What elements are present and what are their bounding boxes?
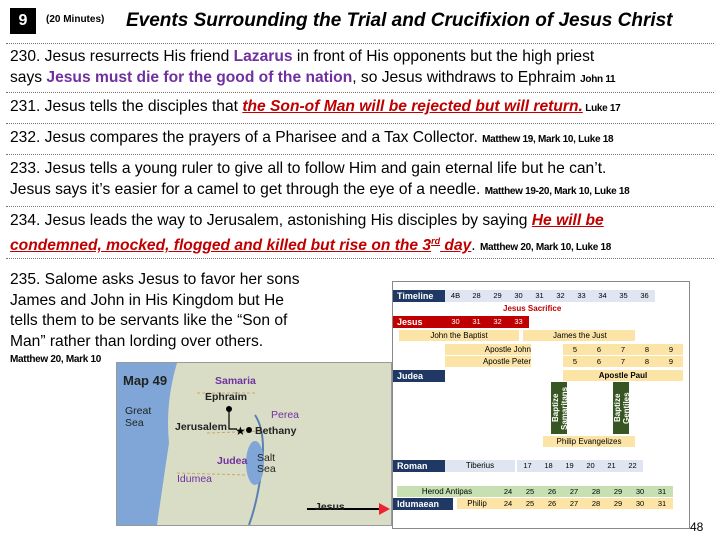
samaria-label: Samaria <box>215 375 256 387</box>
timeline-cell: 9 <box>659 344 683 355</box>
page-title: Events Surrounding the Trial and Crucifixion of Jesus Christ <box>126 10 673 31</box>
philip-ruler-bar: Philip <box>457 498 497 509</box>
baptize-samaritans: Baptize Samaritans <box>551 382 567 434</box>
event-231-text: 231. Jesus tells the disciples that <box>10 98 243 115</box>
timeline-cell: 32 <box>493 317 502 326</box>
duration-label: (20 Minutes) <box>46 14 105 25</box>
event-235-line: 235. Salome asks Jesus to favor her sons <box>10 271 300 288</box>
timeline-cell: 31 <box>651 486 673 497</box>
scripture-ref: Matthew 20, Mark 10 <box>10 354 102 365</box>
baptize-gentiles: Baptize Gentiles <box>613 382 629 434</box>
condemned-highlight-3: day <box>440 237 472 255</box>
timeline-cell: 5 <box>563 356 587 367</box>
event-230-text-2: in front of His opponents but the high priest <box>292 48 595 65</box>
judea-label: Judea <box>217 455 248 467</box>
timeline-cell: 30 <box>508 290 529 302</box>
timeline-years <box>445 290 655 302</box>
timeline-cell: 19 <box>559 460 580 472</box>
philip-evangelizes-bar: Philip Evangelizes <box>543 436 635 447</box>
condemned-highlight-2: condemned, mocked, flogged and killed but rise on the 3 <box>10 237 432 255</box>
timeline-cell: 34 <box>592 290 613 302</box>
event-234-text: 234. Jesus leads the way to Jerusalem, astonishing His disciples by saying <box>10 212 532 229</box>
james-bar: James the Just <box>523 330 635 341</box>
philip-years <box>497 498 677 509</box>
john-years <box>563 344 683 355</box>
must-die-highlight: Jesus must die for the good of the nation <box>46 69 353 86</box>
timeline-header: Timeline <box>393 290 445 302</box>
timeline-cell: 26 <box>541 486 563 497</box>
event-233-text: 233. Jesus tells a young ruler to give all to follow Him and gain eternal life but he can’t. <box>10 160 607 177</box>
event-234-text-2: . <box>471 237 480 255</box>
herod-antipas-bar: Herod Antipas <box>397 486 497 497</box>
jerusalem-star: ★ <box>235 424 246 438</box>
timeline-cell: 31 <box>472 317 481 326</box>
idumea-label: Idumea <box>177 473 213 485</box>
tiberius-bar: Tiberius <box>445 460 515 472</box>
apostle-paul-bar: Apostle Paul <box>563 370 683 381</box>
timeline-cell: 31 <box>651 498 673 509</box>
event-231 <box>10 96 715 119</box>
timeline-cell: 30 <box>629 498 651 509</box>
great-sea-label: Great Sea <box>125 405 152 429</box>
timeline-cell: 35 <box>613 290 634 302</box>
superscript-rd: rd <box>431 236 441 246</box>
event-232-text: 232. Jesus compares the prayers of a Pharisee and a Tax Collector. <box>10 129 483 146</box>
baptist-bar: John the Baptist <box>399 330 519 341</box>
salt-sea-label: Salt Sea <box>257 452 276 475</box>
timeline-cell: 25 <box>519 498 541 509</box>
scripture-ref: Luke 17 <box>582 103 621 114</box>
timeline-chart <box>392 281 690 529</box>
bethany-dot <box>246 427 252 433</box>
son-of-man-highlight: the Son-of Man will be rejected but will return. <box>242 98 583 115</box>
timeline-cell: 30 <box>451 317 460 326</box>
event-233 <box>10 158 715 202</box>
timeline-cell: 27 <box>563 498 585 509</box>
apostle-john-bar: Apostle John <box>445 344 531 355</box>
slide-number: 9 <box>10 8 36 34</box>
timeline-cell: 28 <box>466 290 487 302</box>
timeline-cell: 29 <box>607 486 629 497</box>
judea-row-label: Judea <box>393 370 445 382</box>
timeline-cell: 8 <box>635 344 659 355</box>
event-230-text-4: , so Jesus withdraws to Ephraim <box>352 69 581 86</box>
timeline-cell: 5 <box>563 344 587 355</box>
timeline-cell: 21 <box>601 460 622 472</box>
timeline-cell: 33 <box>571 290 592 302</box>
timeline-cell: 4B <box>445 290 466 302</box>
event-235-line: James and John in His Kingdom but He <box>10 291 284 309</box>
bethany-label: Bethany <box>255 425 297 437</box>
lazarus-highlight: Lazarus <box>233 48 293 65</box>
timeline-cell: 24 <box>497 498 519 509</box>
page-number: 48 <box>690 520 704 534</box>
scripture-ref: Matthew 19, Mark 10, Luke 18 <box>482 134 614 145</box>
jesus-label: Jesus <box>315 501 345 513</box>
timeline-cell: 30 <box>629 486 651 497</box>
jesus-row-label: Jesus <box>393 316 445 328</box>
map-49 <box>116 362 392 526</box>
jesus-row <box>445 316 529 328</box>
timeline-cell: 6 <box>587 344 611 355</box>
event-235 <box>10 270 300 368</box>
roman-years <box>517 460 647 472</box>
scripture-ref: Matthew 20, Mark 10, Luke 18 <box>479 242 612 254</box>
timeline-cell: 9 <box>659 356 683 367</box>
jerusalem-label: Jerusalem <box>175 421 227 433</box>
timeline-cell: 32 <box>550 290 571 302</box>
event-235-line: tells them to be servants like the “Son of <box>10 312 288 329</box>
peter-years <box>563 356 683 367</box>
timeline-cell: 27 <box>563 486 585 497</box>
perea-label: Perea <box>271 409 300 421</box>
event-232 <box>10 127 715 150</box>
roman-row-label: Roman <box>393 460 445 472</box>
timeline-cell: 18 <box>538 460 559 472</box>
timeline-cell: 28 <box>585 498 607 509</box>
timeline-cell: 26 <box>541 498 563 509</box>
timeline-cell: 36 <box>634 290 655 302</box>
ephraim-label: Ephraim <box>205 391 248 403</box>
event-233-text-2: Jesus says it’s easier for a camel to get through the eye of a needle. <box>10 181 485 198</box>
scripture-ref: Matthew 19-20, Mark 10, Luke 18 <box>484 186 630 197</box>
timeline-cell: 7 <box>611 344 635 355</box>
timeline-cell: 24 <box>497 486 519 497</box>
timeline-cell: 29 <box>607 498 629 509</box>
timeline-cell: 22 <box>622 460 643 472</box>
timeline-cell: 29 <box>487 290 508 302</box>
event-235-line: Man” rather than lording over others. <box>10 332 264 350</box>
arrow-head <box>379 503 390 515</box>
event-230-text: 230. Jesus resurrects His friend <box>10 48 234 65</box>
apostle-peter-bar: Apostle Peter <box>445 356 531 367</box>
ephraim-dot <box>226 406 232 412</box>
timeline-cell: 25 <box>519 486 541 497</box>
timeline-cell: 6 <box>587 356 611 367</box>
scripture-ref: John 11 <box>580 74 616 85</box>
timeline-cell: 7 <box>611 356 635 367</box>
timeline-cell: 8 <box>635 356 659 367</box>
map-title: Map 49 <box>123 373 168 388</box>
event-234 <box>10 210 715 258</box>
timeline-cell: 17 <box>517 460 538 472</box>
timeline-cell: 28 <box>585 486 607 497</box>
timeline-cell: 20 <box>580 460 601 472</box>
idumaean-row-label: Idumaean <box>393 498 453 510</box>
sacrifice-label: Jesus Sacrifice <box>503 304 562 313</box>
event-230-text-3: says <box>10 69 47 86</box>
herod-years <box>497 486 677 497</box>
timeline-cell: 33 <box>514 317 523 326</box>
condemned-highlight: He will be <box>531 212 604 229</box>
event-230 <box>10 46 715 90</box>
timeline-cell: 31 <box>529 290 550 302</box>
